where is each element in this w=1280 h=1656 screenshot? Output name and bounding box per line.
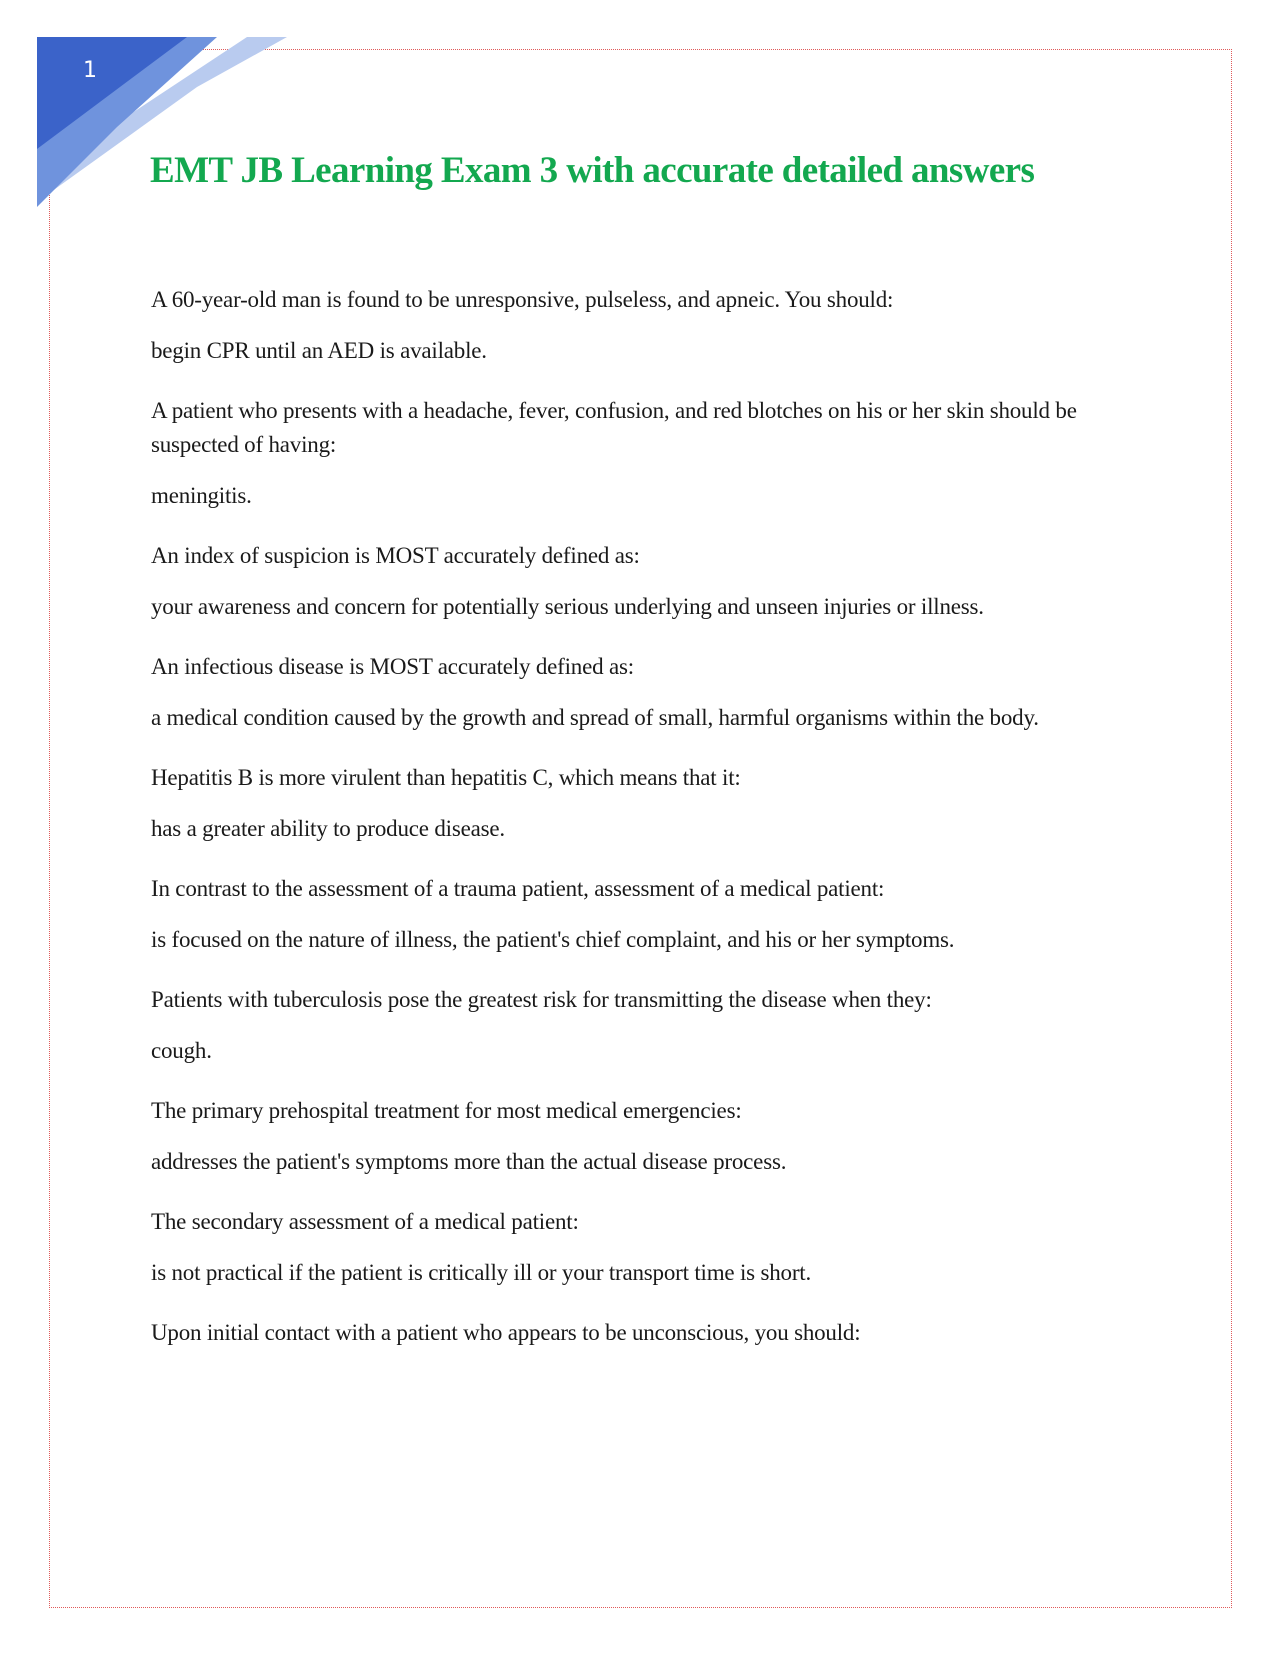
answer-text: meningitis. [151,483,252,508]
answer-text: is not practical if the patient is critically ill or your transport time is short. [151,1260,812,1285]
question-text: Hepatitis B is more virulent than hepatitis C, which means that it: [151,765,741,790]
page-title: EMT JB Learning Exam 3 with accurate detailed answers [150,150,1035,191]
answer-text: is focused on the nature of illness, the patient's chief complaint, and his or her symptoms. [151,927,955,952]
page-number: 1 [83,58,97,83]
answer-text: your awareness and concern for potentially serious underlying and unseen injuries or illness. [151,594,984,619]
qa-item [151,1094,1151,1179]
qa-item [151,650,1151,735]
answer-text: begin CPR until an AED is available. [151,338,487,363]
question-text: A patient who presents with a headache, fever, confusion, and red blotches on his or her skin should be suspected of having: [151,398,1077,457]
question-text: Patients with tuberculosis pose the greatest risk for transmitting the disease when they: [151,987,932,1012]
question-text: Upon initial contact with a patient who appears to be unconscious, you should: [151,1320,861,1345]
question-text: The primary prehospital treatment for most medical emergencies: [151,1098,742,1123]
qa-item [151,872,1151,957]
qa-item [151,283,1151,368]
answer-text: cough. [151,1038,212,1063]
qa-item [151,1205,1151,1290]
answer-text: addresses the patient's symptoms more than the actual disease process. [151,1149,787,1174]
qa-item [151,761,1151,846]
qa-item [151,539,1151,624]
qa-item [151,1316,1151,1350]
question-text: In contrast to the assessment of a trauma patient, assessment of a medical patient: [151,876,885,901]
question-text: An infectious disease is MOST accurately defined as: [151,654,634,679]
qa-item [151,983,1151,1068]
question-text: The secondary assessment of a medical patient: [151,1209,579,1234]
question-text: A 60-year-old man is found to be unresponsive, pulseless, and apneic. You should: [151,287,894,312]
qa-list [151,283,1151,1376]
question-text: An index of suspicion is MOST accurately defined as: [151,543,640,568]
qa-item [151,394,1151,513]
answer-text: a medical condition caused by the growth and spread of small, harmful organisms within the body. [151,705,1039,730]
answer-text: has a greater ability to produce disease. [151,816,505,841]
